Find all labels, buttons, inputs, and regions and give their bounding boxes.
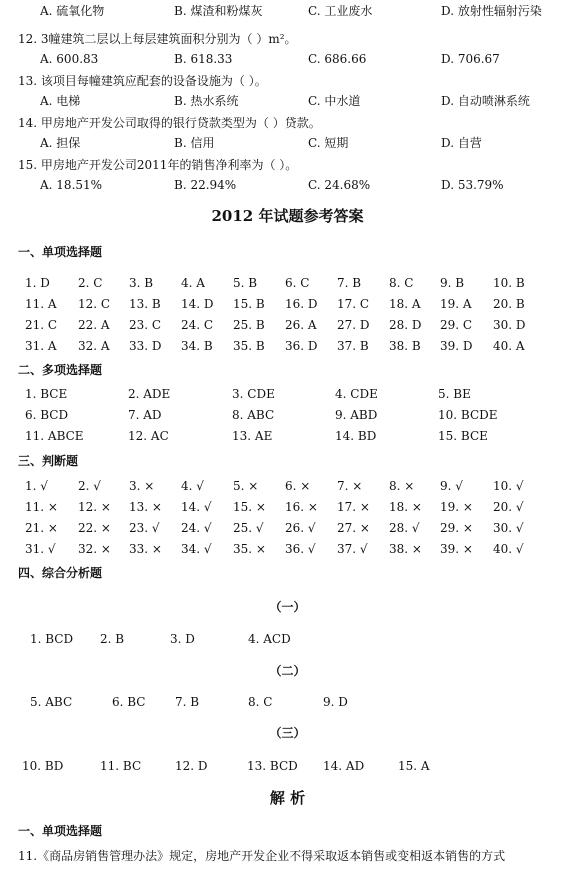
judge-row [0, 498, 575, 516]
single-row [0, 316, 575, 334]
judge-answer: 28. √ [389, 521, 420, 535]
single-answer: 13. B [129, 297, 161, 311]
option: D. 706.67 [441, 52, 500, 66]
q14-options-row [0, 134, 575, 152]
single-answer: 35. B [233, 339, 265, 353]
judge-row [0, 477, 575, 495]
single-answer: 31. A [25, 339, 57, 353]
comp1-answer: 4. ACD [248, 632, 291, 646]
single-answer: 37. B [337, 339, 369, 353]
q14-stem: 14. 甲房地产开发公司取得的银行贷款类型为（ ）贷款。 [18, 116, 321, 130]
analysis-text: 11.《商品房销售管理办法》规定，房地产开发企业不得采取返本销售或变相返本销售的方式 [18, 849, 506, 863]
option: D. 53.79% [441, 178, 504, 192]
single-answer: 8. C [389, 276, 414, 290]
judge-row [0, 540, 575, 558]
option: B. 信用 [174, 136, 215, 150]
q15-options-row [0, 176, 575, 194]
multi-answer: 2. ADE [128, 387, 171, 401]
q13-options-row [0, 92, 575, 110]
single-answer: 39. D [440, 339, 473, 353]
comp1-answer: 3. D [170, 632, 195, 646]
q12-stem: 12. 3幢建筑二层以上每层建筑面积分别为（ ）m²。 [18, 32, 297, 46]
judge-answer: 5. × [233, 479, 259, 493]
multi-row [0, 406, 575, 424]
judge-answer: 9. √ [440, 479, 463, 493]
judge-answer: 38. × [389, 542, 422, 556]
judge-answer: 13. × [129, 500, 162, 514]
single-answer: 10. B [493, 276, 525, 290]
judge-answer: 39. × [440, 542, 473, 556]
single-answer: 3. B [129, 276, 154, 290]
multi-answer: 11. ABCE [25, 429, 84, 443]
multi-answer: 4. CDE [335, 387, 378, 401]
option: C. 24.68% [308, 178, 371, 192]
option: D. 自营 [441, 136, 482, 150]
q15-stem: 15. 甲房地产开发公司2011年的销售净利率为（ ）。 [18, 158, 298, 172]
judge-answer: 36. √ [285, 542, 316, 556]
judge-answer: 10. √ [493, 479, 524, 493]
judge-answer: 18. × [389, 500, 422, 514]
judge-answer: 4. √ [181, 479, 204, 493]
single-answer: 23. C [129, 318, 162, 332]
answer-title: 2012 年试题参考答案 [211, 207, 364, 225]
judge-answer: 1. √ [25, 479, 48, 493]
judge-answer: 15. × [233, 500, 266, 514]
judge-row [0, 519, 575, 537]
judge-answer: 8. × [389, 479, 415, 493]
multi-answer: 7. AD [128, 408, 162, 422]
single-answer: 7. B [337, 276, 362, 290]
option: A. 18.51% [40, 178, 103, 192]
single-answer: 40. A [493, 339, 525, 353]
single-answer: 14. D [181, 297, 214, 311]
comp3-row [0, 757, 575, 775]
single-answer: 24. C [181, 318, 214, 332]
multi-answer: 14. BD [335, 429, 377, 443]
judge-answer: 19. × [440, 500, 473, 514]
judge-answer: 37. √ [337, 542, 368, 556]
judge-answer: 30. √ [493, 521, 524, 535]
single-answer: 30. D [493, 318, 526, 332]
judge-answer: 33. × [129, 542, 162, 556]
single-answer: 5. B [233, 276, 258, 290]
single-answer: 19. A [440, 297, 472, 311]
judge-answer: 20. √ [493, 500, 524, 514]
comp-group-3-label: （三） [269, 726, 306, 740]
judge-answer: 6. × [285, 479, 311, 493]
option: B. 618.33 [174, 52, 233, 66]
judge-answer: 23. √ [129, 521, 160, 535]
multi-answer: 13. AE [232, 429, 273, 443]
multi-answer: 10. BCDE [438, 408, 498, 422]
option: B. 热水系统 [174, 94, 239, 108]
single-answer: 36. D [285, 339, 318, 353]
analysis-section-heading: 一、单项选择题 [18, 824, 103, 838]
single-answer: 32. A [78, 339, 110, 353]
judge-answer: 17. × [337, 500, 370, 514]
single-answer: 9. B [440, 276, 465, 290]
single-answer: 6. C [285, 276, 310, 290]
comp2-answer: 7. B [175, 695, 200, 709]
judge-answer: 7. × [337, 479, 363, 493]
option: B. 22.94% [174, 178, 237, 192]
comp3-answer: 11. BC [100, 759, 142, 773]
option: A. 硫氧化物 [40, 4, 105, 18]
single-answer: 21. C [25, 318, 58, 332]
judge-answer: 34. √ [181, 542, 212, 556]
multi-answer: 15. BCE [438, 429, 488, 443]
single-answer: 33. D [129, 339, 162, 353]
judge-answer: 24. √ [181, 521, 212, 535]
option: C. 686.66 [308, 52, 367, 66]
comp3-answer: 12. D [175, 759, 208, 773]
q11-options-row [0, 2, 575, 20]
comp1-answer: 2. B [100, 632, 125, 646]
single-row [0, 337, 575, 355]
judge-answer: 21. × [25, 521, 58, 535]
comp-group-2-label: （二） [269, 664, 306, 678]
judge-answer: 31. √ [25, 542, 56, 556]
single-answer: 27. D [337, 318, 370, 332]
comp2-answer: 5. ABC [30, 695, 73, 709]
judge-answer: 3. × [129, 479, 155, 493]
comp2-answer: 6. BC [112, 695, 146, 709]
multi-row [0, 427, 575, 445]
judge-answer: 2. √ [78, 479, 101, 493]
judge-answer: 40. √ [493, 542, 524, 556]
analysis-title: 解 析 [269, 789, 306, 807]
multi-row [0, 385, 575, 403]
multi-answer: 8. ABC [232, 408, 275, 422]
single-row [0, 274, 575, 292]
comp3-answer: 10. BD [22, 759, 64, 773]
option: C. 工业废水 [308, 4, 373, 18]
section-comp-heading: 四、综合分析题 [18, 566, 103, 580]
comp1-answer: 1. BCD [30, 632, 74, 646]
judge-answer: 16. × [285, 500, 318, 514]
judge-answer: 35. × [233, 542, 266, 556]
comp3-answer: 15. A [398, 759, 430, 773]
judge-answer: 32. × [78, 542, 111, 556]
multi-answer: 3. CDE [232, 387, 275, 401]
single-answer: 4. A [181, 276, 205, 290]
multi-answer: 5. BE [438, 387, 471, 401]
comp-group-1-label: （一） [269, 600, 306, 614]
single-answer: 25. B [233, 318, 265, 332]
comp3-answer: 13. BCD [247, 759, 298, 773]
single-answer: 17. C [337, 297, 370, 311]
comp3-answer: 14. AD [323, 759, 365, 773]
comp2-row [0, 693, 575, 711]
q13-stem: 13. 该项目每幢建筑应配套的设备设施为（ ）。 [18, 74, 267, 88]
single-answer: 20. B [493, 297, 525, 311]
judge-answer: 12. × [78, 500, 111, 514]
section-multi-heading: 二、多项选择题 [18, 363, 103, 377]
single-answer: 11. A [25, 297, 57, 311]
option: D. 自动喷淋系统 [441, 94, 530, 108]
multi-answer: 6. BCD [25, 408, 69, 422]
judge-answer: 22. × [78, 521, 111, 535]
single-answer: 26. A [285, 318, 317, 332]
judge-answer: 27. × [337, 521, 370, 535]
judge-answer: 14. √ [181, 500, 212, 514]
option: C. 中水道 [308, 94, 361, 108]
single-answer: 18. A [389, 297, 421, 311]
section-single-heading: 一、单项选择题 [18, 245, 103, 259]
option: A. 600.83 [40, 52, 99, 66]
judge-answer: 26. √ [285, 521, 316, 535]
single-answer: 29. C [440, 318, 473, 332]
option: D. 放射性辐射污染 [441, 4, 542, 18]
option: B. 煤渣和粉煤灰 [174, 4, 263, 18]
single-answer: 38. B [389, 339, 421, 353]
judge-answer: 29. × [440, 521, 473, 535]
single-answer: 22. A [78, 318, 110, 332]
single-answer: 16. D [285, 297, 318, 311]
multi-answer: 9. ABD [335, 408, 378, 422]
option: C. 短期 [308, 136, 349, 150]
q12-options-row [0, 50, 575, 68]
option: A. 电梯 [40, 94, 81, 108]
single-answer: 12. C [78, 297, 111, 311]
multi-answer: 12. AC [128, 429, 169, 443]
single-answer: 28. D [389, 318, 422, 332]
single-answer: 1. D [25, 276, 50, 290]
single-answer: 34. B [181, 339, 213, 353]
multi-answer: 1. BCE [25, 387, 68, 401]
comp2-answer: 8. C [248, 695, 273, 709]
judge-answer: 25. √ [233, 521, 264, 535]
section-judge-heading: 三、判断题 [18, 454, 79, 468]
comp2-answer: 9. D [323, 695, 348, 709]
single-answer: 15. B [233, 297, 265, 311]
judge-answer: 11. × [25, 500, 58, 514]
single-answer: 2. C [78, 276, 103, 290]
single-row [0, 295, 575, 313]
option: A. 担保 [40, 136, 81, 150]
comp1-row [0, 630, 575, 648]
